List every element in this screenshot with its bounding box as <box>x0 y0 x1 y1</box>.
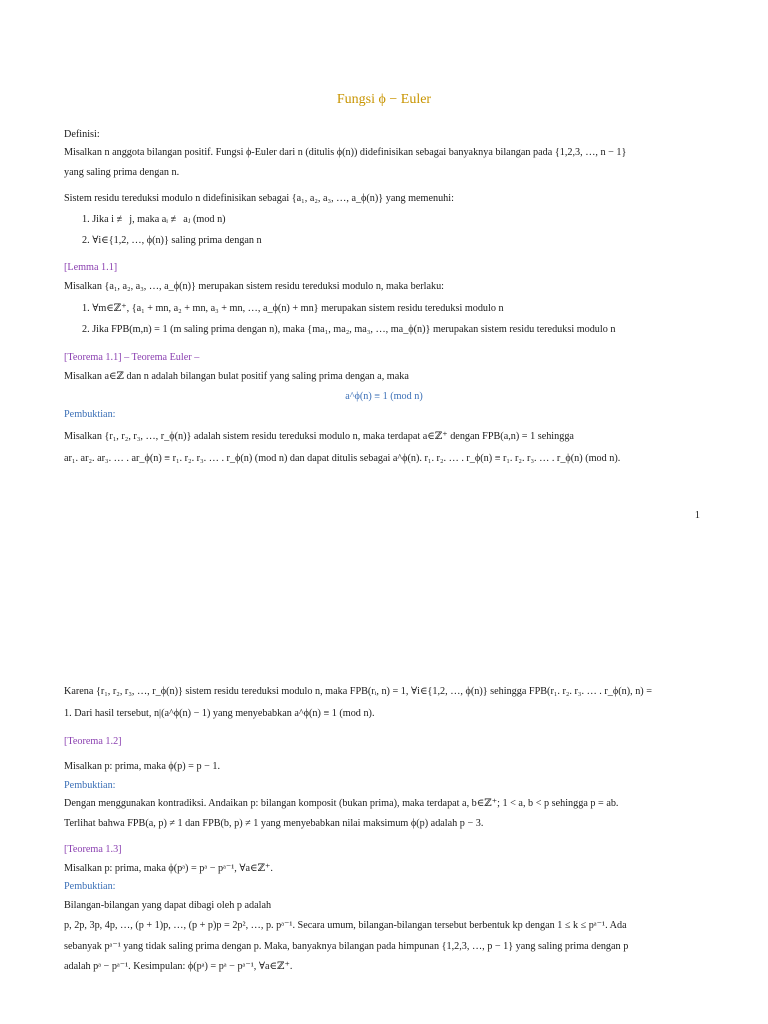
residue-system-definition: Sistem residu tereduksi modulo n didefinisikan sebagai {a₁, a₂, a₃, …, a_ϕ(n)} yang memenuhi: <box>64 193 454 204</box>
residue-condition-2: 2. ∀i∈{1,2, …, ϕ(n)} saling prima dengan n <box>82 235 262 246</box>
theorem-1-2-statement: Misalkan p: prima, maka ϕ(p) = p − 1. <box>64 761 221 772</box>
lemma-1-1-statement: Misalkan {a₁, a₂, a₃, …, a_ϕ(n)} merupakan sistem residu tereduksi modulo n, maka berlaku: <box>64 281 444 292</box>
proof-1-2-label: Pembuktian: <box>64 780 116 791</box>
theorem-1-3-statement: Misalkan p: prima, maka ϕ(pᵃ) = pᵃ − pᵃ⁻¹, ∀a∈ℤ⁺. <box>64 863 273 874</box>
theorem-1-3-label: [Teorema 1.3] <box>64 844 122 855</box>
proof-1-3-text-2: p, 2p, 3p, 4p, …, (p + 1)p, …, (p + p)p = 2p², …, p. pᵃ⁻¹. Secara umum, bilangan-bilangan tersebut berbentuk kp dengan 1 ≤ k ≤ pᵃ⁻¹. Ada <box>64 920 627 931</box>
proof-1-3-text-3: sebanyak pᵃ⁻¹ yang tidak saling prima dengan p. Maka, banyaknya bilangan pada himpunan {1,2,3, …, p − 1} yang saling prima dengan p <box>64 941 629 952</box>
proof-1-1-text: Misalkan {r₁, r₂, r₃, …, r_ϕ(n)} adalah sistem residu tereduksi modulo n, maka terdapat a∈ℤ⁺ dengan FPB(a,n) = 1 sehingga <box>64 431 574 442</box>
proof-1-2-text-cont: Terlihat bahwa FPB(a, p) ≠ 1 dan FPB(b, p) ≠ 1 yang menyebabkan nilai maksimum ϕ(p) adalah p − 3. <box>64 818 484 829</box>
theorem-1-1-label: [Teorema 1.1] – Teorema Euler – <box>64 352 200 363</box>
definition-heading: Definisi: <box>64 129 100 140</box>
proof-1-1-text-cont: ar₁. ar₂. ar₃. … . ar_ϕ(n) ≡ r₁. r₂. r₃. … . r_ϕ(n) (mod n) dan dapat ditulis sebagai a^ϕ(n). r₁. r₂. … . r_ϕ(n) ≡ r₁. r₂. r₃. … . r_ϕ(n) (mod n). <box>64 453 621 464</box>
lemma-1-1-item-1: 1. ∀m∈ℤ⁺, {a₁ + mn, a₂ + mn, a₃ + mn, …, a_ϕ(n) + mn} merupakan sistem residu tereduksi modulo n <box>82 303 504 314</box>
proof-1-1-conclusion: 1. Dari hasil tersebut, n|(a^ϕ(n) − 1) yang menyebabkan a^ϕ(n) ≡ 1 (mod n). <box>64 708 375 719</box>
theorem-1-1-statement: Misalkan a∈ℤ dan n adalah bilangan bulat positif yang saling prima dengan a, maka <box>64 371 409 382</box>
euler-formula: a^ϕ(n) ≡ 1 (mod n) <box>345 391 423 402</box>
page-number: 1 <box>694 510 700 521</box>
definition-text-cont: yang saling prima dengan n. <box>64 167 180 178</box>
page-title: Fungsi ϕ − Euler <box>336 92 432 107</box>
theorem-1-2-label: [Teorema 1.2] <box>64 736 122 747</box>
proof-1-1-continuation: Karena {r₁, r₂, r₃, …, r_ϕ(n)} sistem residu tereduksi modulo n, maka FPB(rᵢ, n) = 1, ∀i∈{1,2, …, ϕ(n)} sehingga FPB(r₁. r₂. r₃. … . r_ϕ(n), n) = <box>64 686 652 697</box>
proof-1-3-text-1: Bilangan-bilangan yang dapat dibagi oleh p adalah <box>64 900 272 911</box>
definition-text: Misalkan n anggota bilangan positif. Fungsi ϕ-Euler dari n (ditulis ϕ(n)) didefinisikan sebagai banyaknya bilangan pada {1,2,3, …, n − 1} <box>64 147 627 158</box>
lemma-1-1-item-2: 2. Jika FPB(m,n) = 1 (m saling prima dengan n), maka {ma₁, ma₂, ma₃, …, ma_ϕ(n)} merupakan sistem residu tereduksi modulo n <box>82 324 616 335</box>
proof-1-1-label: Pembuktian: <box>64 409 116 420</box>
residue-condition-1: 1. Jika i ≢ j, maka aᵢ ≢ aⱼ (mod n) <box>82 214 226 225</box>
proof-1-2-text: Dengan menggunakan kontradiksi. Andaikan p: bilangan komposit (bukan prima), maka terdapat a, b∈ℤ⁺; 1 < a, b < p sehingga p = ab. <box>64 798 619 809</box>
proof-1-3-text-4: adalah pᵃ − pᵃ⁻¹. Kesimpulan: ϕ(pᵃ) = pᵃ − pᵃ⁻¹, ∀a∈ℤ⁺. <box>64 961 293 972</box>
page-break <box>0 528 768 678</box>
proof-1-3-label: Pembuktian: <box>64 881 116 892</box>
lemma-1-1-label: [Lemma 1.1] <box>64 262 118 273</box>
